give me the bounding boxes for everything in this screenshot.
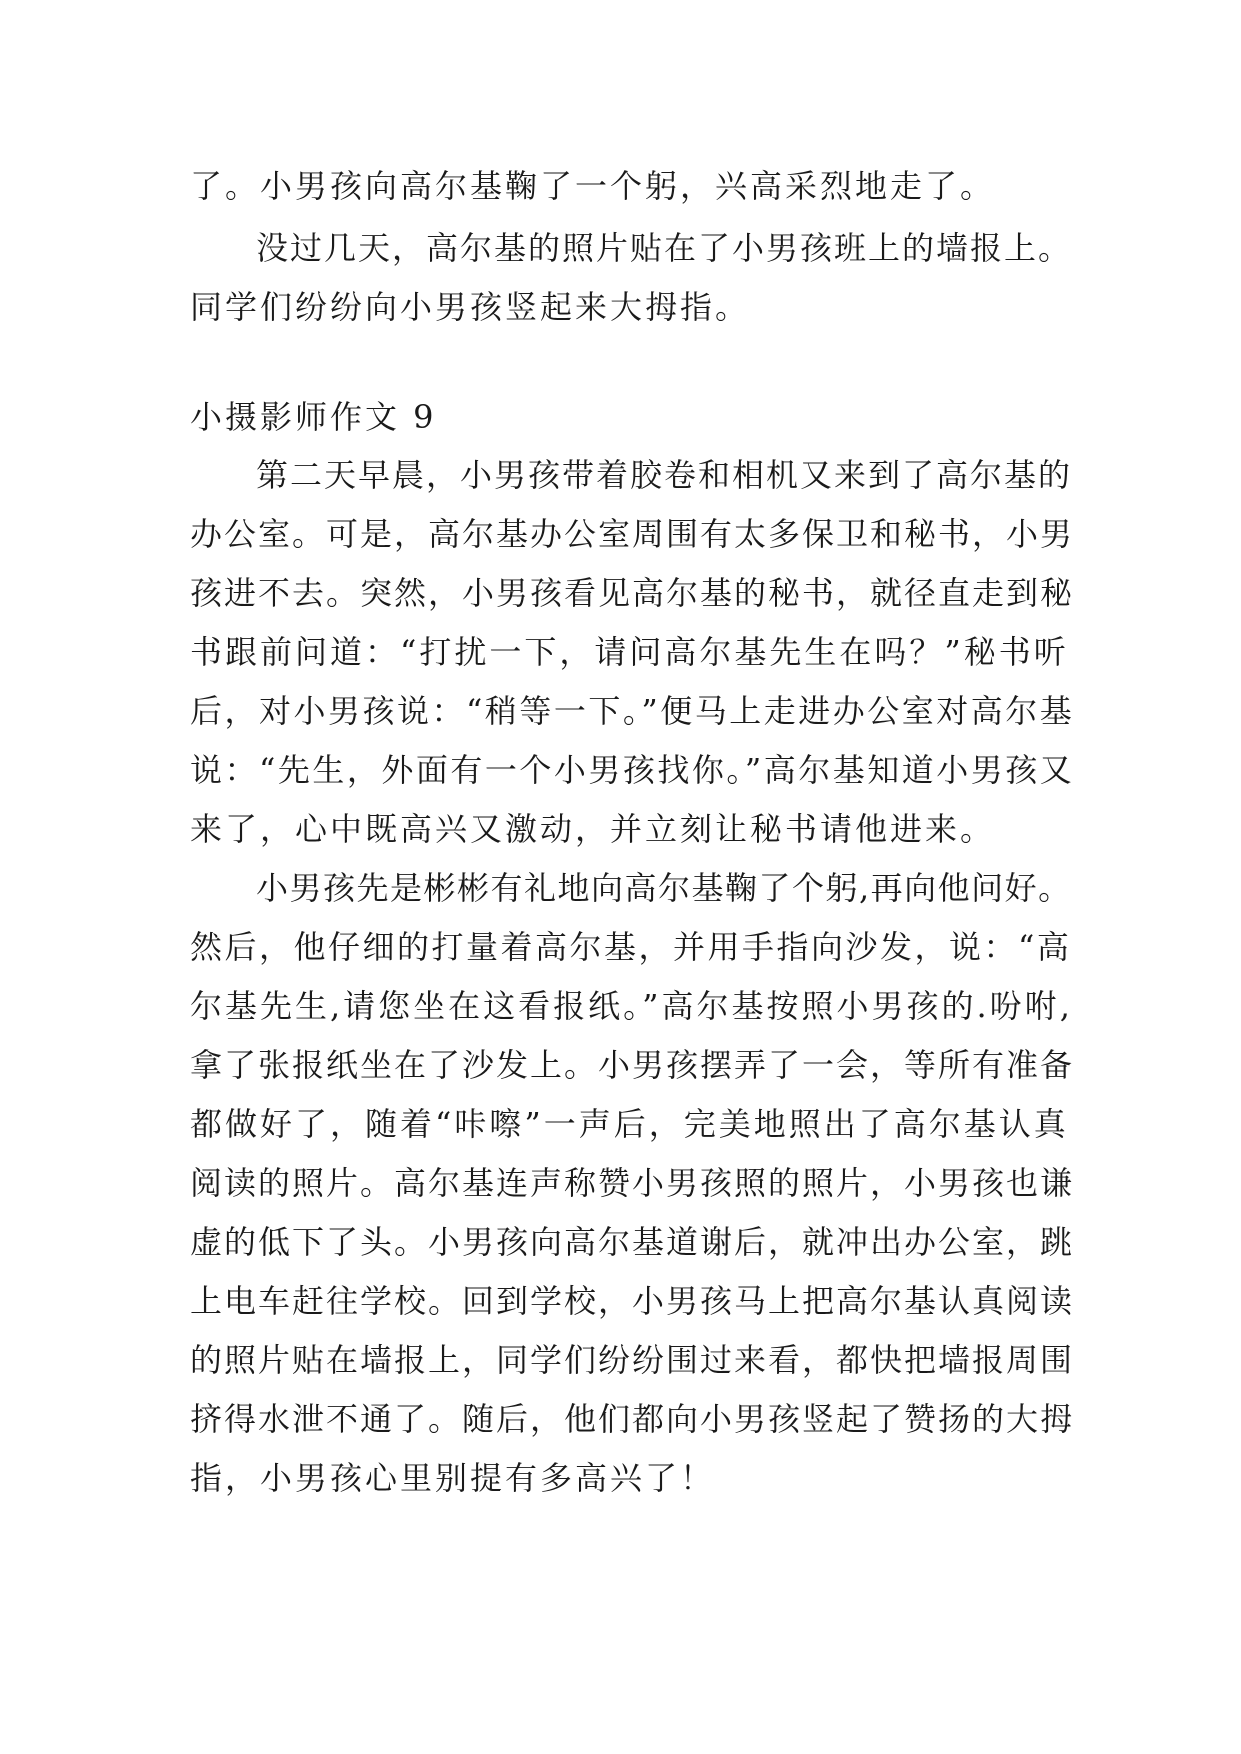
text-line: 虚的低下了头。小男孩向高尔基道谢后，就冲出办公室，跳 — [190, 1223, 1075, 1261]
text-line: 指，小男孩心里别提有多高兴了！ — [190, 1459, 716, 1497]
text-line: 没过几天，高尔基的照片贴在了小男孩班上的墙报上。 — [256, 229, 1073, 267]
text-line: 办公室。可是，高尔基办公室周围有太多保卫和秘书，小男 — [190, 515, 1075, 553]
text-line: 然后，他仔细的打量着高尔基，并用手指向沙发，说：“高 — [190, 928, 1072, 966]
text-line: 后，对小男孩说：“稍等一下。”便马上走进办公室对高尔基 — [190, 692, 1075, 730]
text-line: 说：“先生，外面有一个小男孩找你。”高尔基知道小男孩又 — [190, 751, 1075, 789]
text-line: 都做好了，随着“咔嚓”一声后，完美地照出了高尔基认真 — [190, 1105, 1069, 1143]
text-line: 拿了张报纸坐在了沙发上。小男孩摆弄了一会，等所有准备 — [190, 1046, 1075, 1084]
text-line: 书跟前问道：“打扰一下，请问高尔基先生在吗？”秘书听 — [190, 633, 1069, 671]
text-line: 同学们纷纷向小男孩竖起来大拇指。 — [190, 288, 751, 326]
text-line: 的照片贴在墙报上，同学们纷纷围过来看，都快把墙报周围 — [190, 1341, 1075, 1379]
text-line: 上电车赶往学校。回到学校，小男孩马上把高尔基认真阅读 — [190, 1282, 1075, 1320]
text-line: 阅读的照片。高尔基连声称赞小男孩照的照片，小男孩也谦 — [190, 1164, 1075, 1202]
text-line: 第二天早晨，小男孩带着胶卷和相机又来到了高尔基的 — [256, 456, 1073, 494]
text-line: 小男孩先是彬彬有礼地向高尔基鞠了个躬,再向他问好。 — [256, 869, 1072, 907]
text-line: 来了，心中既高兴又激动，并立刻让秘书请他进来。 — [190, 810, 996, 848]
text-line: 孩进不去。突然，小男孩看见高尔基的秘书，就径直走到秘 — [190, 574, 1075, 612]
text-line: 尔基先生,请您坐在这看报纸。”高尔基按照小男孩的.吩咐, — [190, 987, 1073, 1025]
text-line: 了。小男孩向高尔基鞠了一个躬，兴高采烈地走了。 — [190, 167, 996, 205]
text-line: 挤得水泄不通了。随后，他们都向小男孩竖起了赞扬的大拇 — [190, 1400, 1075, 1438]
section-title-text: 小摄影师作文 9 — [190, 398, 437, 436]
